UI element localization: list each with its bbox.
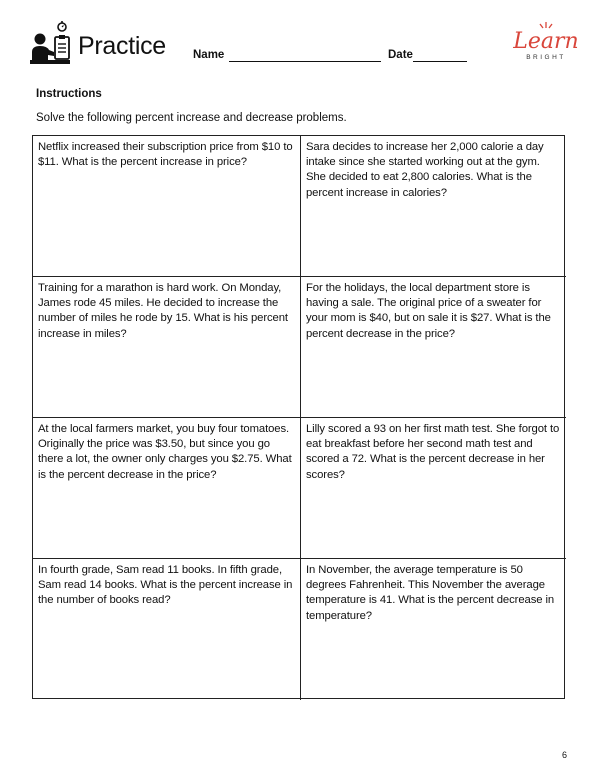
problem-cell: For the holidays, the local department store is having a sale. The original price of a sweater for your mom is $40, but on sale it is $27. What is the percent decrease in the price? [301, 277, 566, 418]
logo-subtitle: BRIGHT [526, 54, 566, 61]
page-header [28, 14, 580, 74]
date-field[interactable] [413, 61, 467, 62]
problems-grid [32, 135, 565, 699]
problem-cell: In fourth grade, Sam read 11 books. In fifth grade, Sam read 14 books. What is the percent increase in the number of books read? [33, 559, 301, 700]
instructions-text: Solve the following percent increase and decrease problems. [36, 112, 347, 124]
name-field[interactable] [229, 61, 381, 62]
page-title: Practice [78, 32, 166, 60]
logo-sparkle-icon [532, 22, 560, 30]
problem-cell: At the local farmers market, you buy four tomatoes. Originally the price was $3.50, but since you go there a lot, the owner only charges you $2.75. What is the percent decrease in the price? [33, 418, 301, 559]
date-label: Date [388, 49, 413, 61]
page-number: 6 [562, 750, 568, 760]
presenter-clipboard-icon [30, 20, 74, 68]
problem-cell: Netflix increased their subscription price from $10 to $11. What is the percent increase in price? [33, 136, 301, 277]
instructions-heading: Instructions [36, 88, 102, 100]
problem-cell: Training for a marathon is hard work. On Monday, James rode 45 miles. He decided to increase the number of miles he rode by 15. What is his percent increase in miles? [33, 277, 301, 418]
learn-bright-logo [510, 22, 582, 68]
problem-cell: Lilly scored a 93 on her first math test. She forgot to eat breakfast before her second math test and scored a 72. What is the percent decrease in her scores? [301, 418, 566, 559]
problem-cell: In November, the average temperature is 50 degrees Fahrenheit. This November the average temperature is 41. What is the percent decrease in temperature? [306, 564, 555, 622]
name-label: Name [193, 49, 225, 61]
problem-cell: Sara decides to increase her 2,000 calorie a day intake since she started working out at the gym. She decided to eat 2,800 calories. What is the percent increase in calories? [301, 136, 566, 277]
logo-word: Learn [513, 29, 579, 54]
